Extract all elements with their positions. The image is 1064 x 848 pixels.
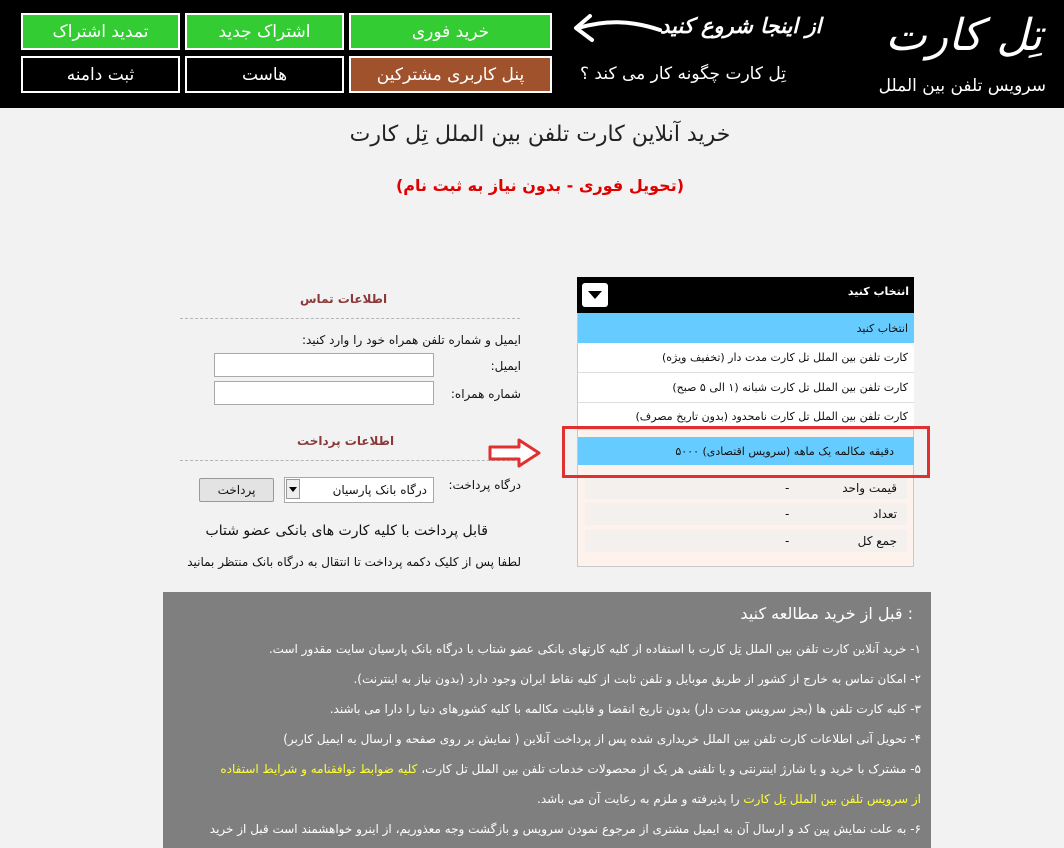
product-option[interactable]: کارت تلفن بین الملل تل کارت مدت دار (تخفیف ویژه) [578,343,914,373]
page-title: خرید آنلاین کارت تلفن بین الملل تِل کارت [349,122,731,147]
mobile-field[interactable] [214,381,434,405]
instant-buy-button[interactable]: خرید فوری [349,13,552,50]
summary-row [585,503,907,525]
pay-button[interactable]: پرداخت [199,478,274,502]
user-panel-button[interactable]: پنل کاربری مشترکین [349,56,552,93]
how-it-works-link[interactable]: تِل کارت چگونه کار می کند ؟ [580,64,786,84]
chevron-down-icon[interactable] [286,479,300,499]
info-line: ۴- تحویل آنی اطلاعات کارت تلفن بین الملل خریداری شده پس از پرداخت آنلاین ( نمایش بر روی صفحه و ارسال به ایمیل کاربر) [283,732,921,746]
gateway-select[interactable] [284,477,434,503]
summary-value: - [785,481,790,495]
summary-value: - [785,534,790,548]
summary-label: جمع کل [857,534,897,548]
summary-label: قیمت واحد [842,481,897,495]
email-label: ایمیل: [490,359,521,373]
info-text: ۵- مشترک با خرید و یا شارژ اینترنتی و یا تلفنی هر یک از محصولات خدمات تلفن بین الملل تل کارت، [421,762,921,776]
info-text: را پذیرفته و ملزم به رعایت آن می باشد. [537,792,740,806]
product-option[interactable]: کارت تلفن بین الملل تل کارت شبانه (۱ الی ۵ صبح) [578,373,914,403]
hosting-button[interactable]: هاست [185,56,344,93]
mobile-label: شماره همراه: [450,387,521,401]
new-subscription-button[interactable]: اشتراک جدید [185,13,344,50]
gateway-selected-value: درگاه بانک پارسیان [332,483,427,497]
info-line: ۲- امکان تماس به خارج از کشور از طریق موبایل و تلفن ثابت از کلیه نقاط ایران وجود دارد (بدون نیاز به اینترنت). [353,672,921,686]
payment-section-title: اطلاعات پرداخت [297,434,395,448]
payment-note: قابل پرداخت با کلیه کارت های بانکی عضو شتاب [205,523,488,539]
summary-row [585,530,907,552]
page-subtitle: (تحویل فوری - بدون نیاز به ثبت نام) [395,176,685,195]
divider [180,460,520,461]
pre-purchase-info [163,592,931,848]
logo-subtitle: سرویس تلفن بین الملل [878,76,1046,96]
info-line: ۳- کلیه کارت تلفن ها (بجز سرویس مدت دار) بدون تاریخ انقضا و قابلیت مکالمه با کلیه کشورهای دنیا را دارا می باشند. [329,702,921,716]
divider [180,318,520,319]
domain-registration-button[interactable]: ثبت دامنه [21,56,180,93]
highlight-box [562,426,930,478]
contact-hint: ایمیل و شماره تلفن همراه خود را وارد کنید: [301,333,521,347]
payment-wait-note: لطفا پس از کلیک دکمه پرداخت تا انتقال به درگاه بانک منتظر بمانید [187,555,521,569]
summary-row [585,477,907,499]
product-dropdown-label: انتخاب کنید [847,285,909,298]
summary-value: - [785,507,790,521]
terms-link-continued[interactable]: از سرویس تلفن بین الملل تِل کارت [743,792,921,806]
product-option[interactable]: کارت تلفن بین الملل تل کارت نامحدود (بدون تاریخ مصرف) [578,403,914,430]
info-line: ۶- به علت نمایش پین کد و ارسال آن به ایمیل مشتری از مرجوع نمودن سرویس و بازگشت وجه معذوریم، از اینرو خواهشمند است قبل از خرید [209,822,921,836]
arrow-right-icon [487,437,543,469]
contact-section-title: اطلاعات تماس [300,292,388,306]
arrow-left-icon [570,8,665,48]
gateway-label: درگاه پرداخت: [448,478,521,492]
dropdown-arrow-icon[interactable] [582,283,608,307]
renew-subscription-button[interactable]: تمدید اشتراک [21,13,180,50]
info-line [220,762,921,776]
email-field[interactable] [214,353,434,377]
product-option-selected[interactable]: ۵۰۰۰ دقیقه مکالمه یک ماهه (سرویس اقتصادی) [578,437,914,465]
product-option[interactable]: انتخاب کنید [578,313,914,343]
terms-link[interactable]: کلیه ضوابط توافقنامه و شرایط استفاده [220,762,418,776]
info-line: ۱- خرید آنلاین کارت تلفن بین الملل تِل کارت با استفاده از کلیه کارتهای بانکی عضو شتاب با درگاه بانک پارسیان سایت مقدور است. [268,642,921,656]
summary-label: تعداد [872,507,897,521]
logo[interactable]: تِل کارت [885,10,1042,61]
info-title: قبل از خرید مطالعه کنید : [740,604,913,623]
info-line [537,792,921,806]
start-here-link[interactable]: از اینجا شروع کنید [660,14,822,38]
